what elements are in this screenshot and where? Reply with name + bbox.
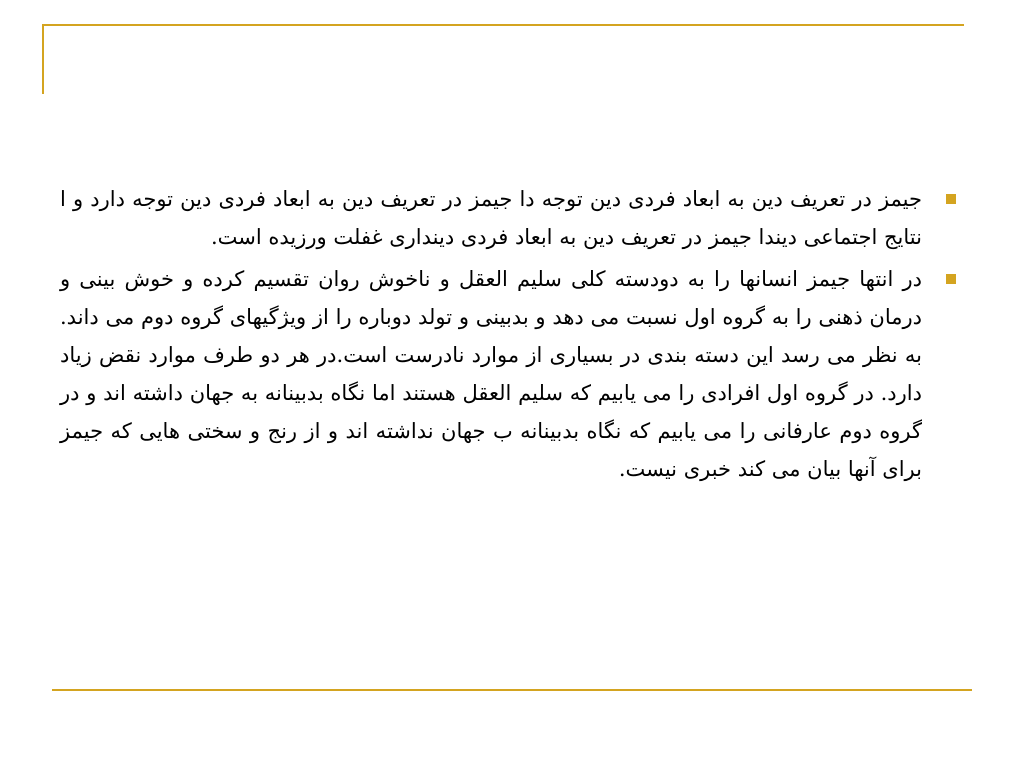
bullet-text-2: در انتها جیمز انسانها را به دودسته کلی سلیم العقل و ناخوش روان تقسیم کرده و خوش بینی و درمان ذهنی را به گروه اول نسبت می دهد و بدبینی و تولد دوباره را از ویژگیهای گروه دوم می داند. به نظر می رسد این دسته بندی در بسیاری از موارد نادرست است.در هر دو طرف موارد نقض زیاد دارد. در گروه اول افرادی را می یابیم که سلیم العقل هستند اما نگاه بدبینانه به جهان داشته اند و در گروه دوم عارفانی را می یابیم که نگاه بدبینانه ب جهان نداشته اند و از رنج و سختی هایی که جیمز برای آنها بیان می کند خبری نیست. [60,267,923,481]
left-frame-line [42,24,44,94]
slide-content [60,180,960,492]
bullet-item-1 [60,180,960,256]
square-bullet-icon [946,274,956,284]
bottom-frame-line [52,689,972,691]
bullet-list [60,180,960,488]
top-frame-line [42,24,964,26]
bullet-text-1: جیمز در تعریف دین به ابعاد فردی دین توجه دا جیمز در تعریف دین به ابعاد فردی دین توجه دارد و ا نتایج اجتماعی دیندا جیمز در تعریف دین به ابعاد فردی دینداری غفلت ورزیده است. [60,187,922,249]
square-bullet-icon [946,194,956,204]
bullet-item-2 [60,260,960,488]
